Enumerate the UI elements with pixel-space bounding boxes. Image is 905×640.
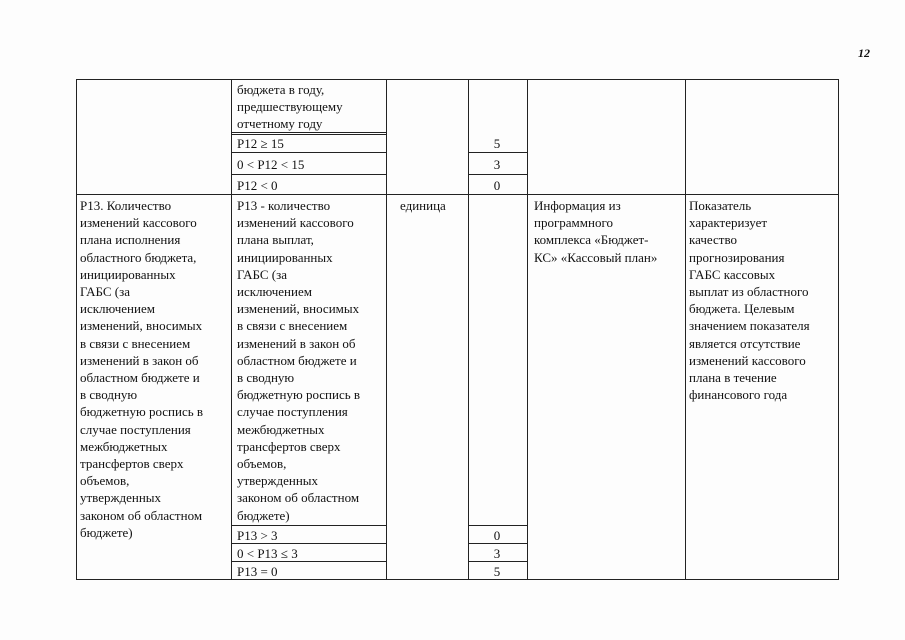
score-condition: Р12 < 0 <box>237 178 278 193</box>
score-condition: Р12 ≥ 15 <box>237 136 284 151</box>
indicator-comment: Показатель характеризует качество прогнозирования ГАБС кассовых выплат из областного бюджета. Целевым значением показателя является отсутствие изменений кассового плана в течение финансового года <box>689 198 810 403</box>
table-left-border <box>76 79 77 580</box>
table-top-border <box>76 79 839 80</box>
section-divider <box>76 194 839 195</box>
column-divider <box>231 79 232 580</box>
indicator-unit: единица <box>400 198 446 213</box>
score-points: 3 <box>493 157 501 172</box>
score-points: 5 <box>493 136 501 151</box>
column-divider <box>527 79 528 580</box>
row-divider <box>468 525 527 526</box>
row-divider <box>468 152 527 153</box>
table-bottom-border <box>76 579 839 580</box>
score-condition: 0 < Р12 < 15 <box>237 157 305 172</box>
row-divider <box>231 525 386 526</box>
indicator-formula: Р13 - количество изменений кассового плана выплат, инициированных ГАБС (за исключением изменений, вносимых в связи с внесением изменений в закон об областном бюджете и в сводную бюджетную роспись в случае поступления межбюджетных трансфертов сверх объемов, утвержденных законом об областном бюджете) <box>237 198 361 523</box>
table-right-border <box>838 79 839 580</box>
column-divider <box>685 79 686 580</box>
score-points: 3 <box>493 546 501 561</box>
indicator-source: Информация из программного комплекса «Бюджет- КС» «Кассовый план» <box>534 198 658 265</box>
score-condition: 0 < Р13 ≤ 3 <box>237 546 298 561</box>
prev-formula-tail: бюджета в году, предшествующему отчетному году <box>237 82 343 132</box>
score-points: 0 <box>493 528 501 543</box>
score-condition: Р13 > 3 <box>237 528 278 543</box>
page-number: 12 <box>858 46 870 60</box>
row-divider <box>468 174 527 175</box>
score-points: 0 <box>493 178 501 193</box>
column-divider <box>468 79 469 580</box>
indicator-name: Р13. Количество изменений кассового плана исполнения областного бюджета, инициированных ГАБС (за исключением изменений, вносимых в связи с внесением изменений в закон об областном бюджете и в сводную бюджетную роспись в случае поступления межбюджетных трансфертов сверх объемов, утвержденных законом об областном бюджете) <box>80 198 204 540</box>
row-divider <box>231 174 386 175</box>
score-points: 5 <box>493 564 501 579</box>
column-divider <box>386 79 387 580</box>
score-condition: Р13 = 0 <box>237 564 278 579</box>
